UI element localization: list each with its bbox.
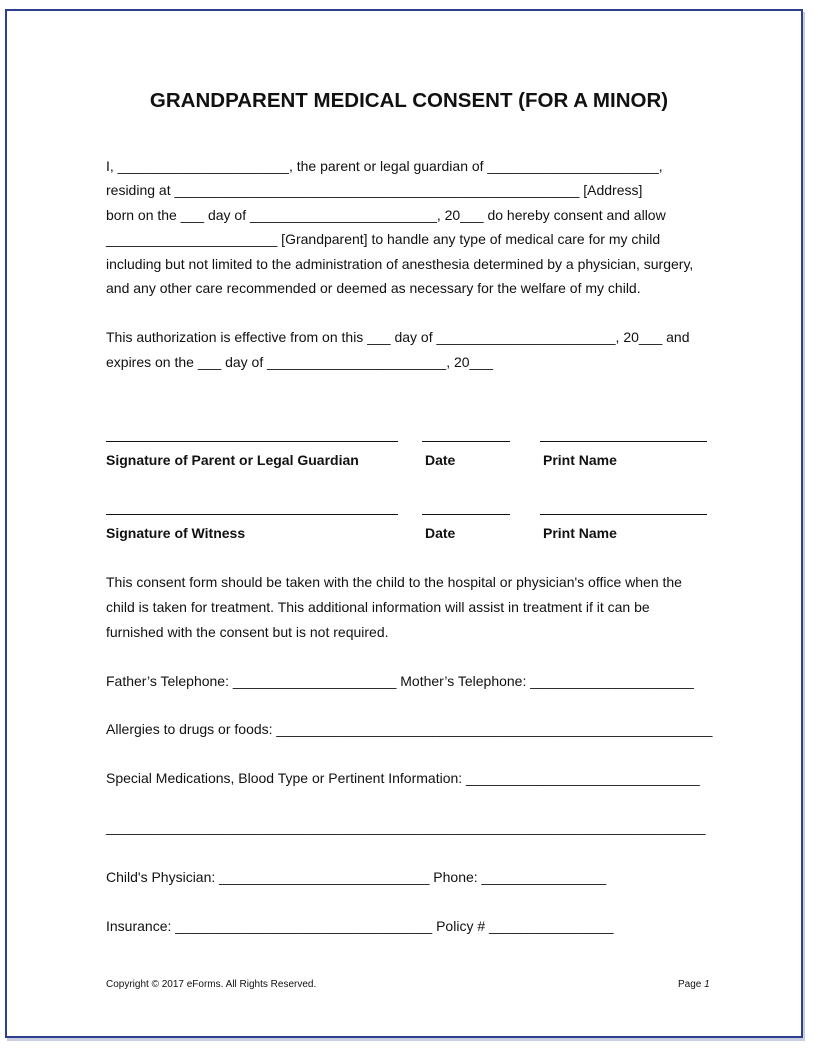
page-number: 1 bbox=[704, 979, 710, 990]
consent-line-6: and any other care recommended or deemed as necessary for the welfare of my child. bbox=[106, 280, 641, 296]
parent-print-name-label: Print Name bbox=[543, 452, 617, 468]
consent-line-4: ______________________ [Grandparent] to handle any type of medical care for my child bbox=[106, 231, 661, 247]
notice-line-2: child is taken for treatment. This additional information will assist in treatment if it can be bbox=[106, 599, 650, 615]
parent-signature-line[interactable] bbox=[106, 441, 398, 442]
parent-signature-label: Signature of Parent or Legal Guardian bbox=[106, 452, 359, 468]
insurance-field[interactable]: Insurance: _________________________________ Policy # ________________ bbox=[106, 918, 614, 934]
phones-field[interactable]: Father’s Telephone: _____________________ Mother’s Telephone: _____________________ bbox=[106, 673, 694, 689]
authorization-line-2: expires on the ___ day of _______________________, 20___ bbox=[106, 354, 493, 370]
witness-print-name-line[interactable] bbox=[540, 514, 707, 515]
authorization-line-1: This authorization is effective from on this ___ day of _______________________, 20___ and bbox=[106, 329, 690, 345]
consent-line-3: born on the ___ day of ________________________, 20___ do hereby consent and allow bbox=[106, 207, 666, 223]
page-label: Page bbox=[678, 979, 702, 990]
medications-continuation-line[interactable]: _____________________________________________________________________________ bbox=[106, 819, 706, 835]
consent-line-1: I, ______________________, the parent or legal guardian of ______________________, bbox=[106, 158, 663, 174]
physician-field[interactable]: Child's Physician: ___________________________ Phone: ________________ bbox=[106, 869, 607, 885]
medications-field[interactable]: Special Medications, Blood Type or Pertinent Information: ______________________________ bbox=[106, 770, 700, 786]
witness-date-line[interactable] bbox=[422, 514, 510, 515]
witness-signature-label: Signature of Witness bbox=[106, 525, 246, 541]
copyright-footer: Copyright © 2017 eForms. All Rights Reserved. bbox=[106, 979, 317, 990]
notice-line-1: This consent form should be taken with the child to the hospital or physician's office when the bbox=[106, 574, 682, 590]
witness-date-label: Date bbox=[425, 525, 456, 541]
witness-print-name-label: Print Name bbox=[543, 525, 617, 541]
parent-print-name-line[interactable] bbox=[540, 441, 707, 442]
allergies-field[interactable]: Allergies to drugs or foods: ________________________________________________________ bbox=[106, 721, 713, 737]
notice-line-3: furnished with the consent but is not required. bbox=[106, 624, 389, 640]
document-title: GRANDPARENT MEDICAL CONSENT (FOR A MINOR) bbox=[149, 89, 669, 112]
consent-line-5: including but not limited to the administration of anesthesia determined by a physician, surgery, bbox=[106, 256, 694, 272]
witness-signature-line[interactable] bbox=[106, 514, 398, 515]
page-indicator bbox=[678, 979, 710, 991]
consent-line-2: residing at ____________________________________________________ [Address] bbox=[106, 182, 643, 198]
parent-date-line[interactable] bbox=[422, 441, 510, 442]
parent-date-label: Date bbox=[425, 452, 456, 468]
